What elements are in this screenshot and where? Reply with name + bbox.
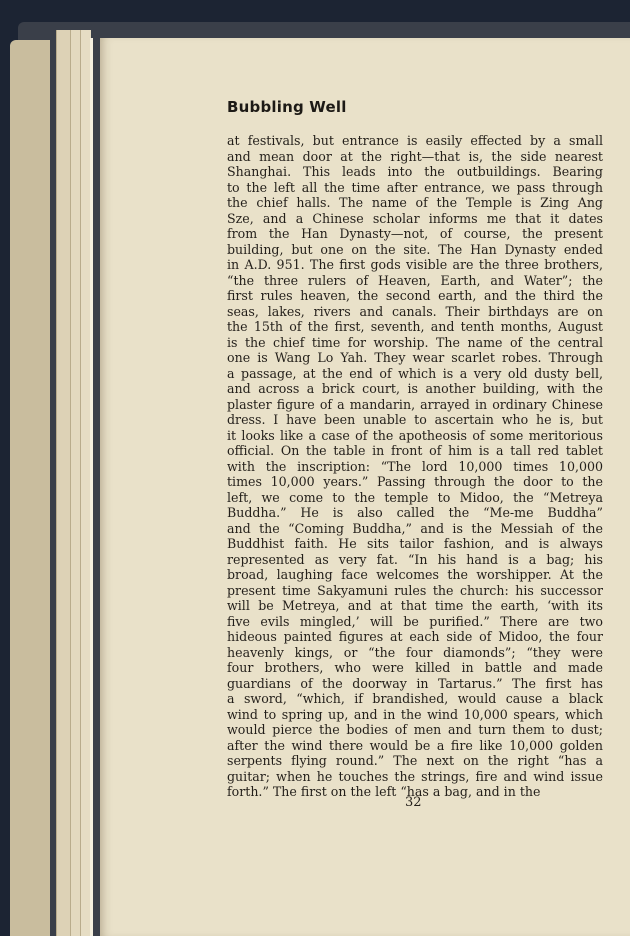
text-line: with the inscription: “The lord 10,000 times 10,000 bbox=[227, 458, 603, 474]
text-line: seas, lakes, rivers and canals. Their birthdays are on bbox=[227, 303, 603, 319]
text-line: four brothers, who were killed in battle and made bbox=[227, 660, 603, 675]
text-line: is the chief time for worship. The name of the central bbox=[227, 334, 603, 350]
text-line: will be Metreya, and at that time the earth, ‘with its bbox=[227, 598, 603, 613]
book-spine-edge bbox=[10, 40, 50, 936]
text-line: and the “Coming Buddha,” and is the Messiah of the bbox=[227, 520, 603, 536]
text-line: the 15th of the first, seventh, and tenth months, August bbox=[227, 319, 603, 334]
text-line: broad, laughing face welcomes the worshipper. At the bbox=[227, 567, 603, 582]
text-line: five evils mingled,’ will be purified.” There are two bbox=[227, 613, 603, 629]
page-edges-stack bbox=[56, 30, 71, 936]
text-line: represented as very fat. “In his hand is a bag; his bbox=[227, 551, 603, 567]
text-line: to the left all the time after entrance, we pass through bbox=[227, 179, 603, 195]
text-line: official. On the table in front of him is a tall red tablet bbox=[227, 443, 603, 458]
text-line: after the wind there would be a fire like 10,000 golden bbox=[227, 737, 603, 753]
text-line: it looks like a case of the apotheosis of some meritorious bbox=[227, 427, 603, 443]
running-head: Bubbling Well bbox=[227, 98, 347, 116]
text-line: Shanghai. This leads into the outbuildings. Bearing bbox=[227, 164, 603, 179]
text-line: wind to spring up, and in the wind 10,000 spears, which bbox=[227, 706, 603, 722]
text-line: guardians of the doorway in Tartarus.” The first has bbox=[227, 675, 603, 691]
body-text bbox=[227, 133, 603, 800]
text-line: times 10,000 years.” Passing through the door to the bbox=[227, 474, 603, 489]
text-line: plaster figure of a mandarin, arrayed in ordinary Chinese bbox=[227, 396, 603, 412]
text-line: a sword, “which, if brandished, would cause a black bbox=[227, 691, 603, 706]
text-line: first rules heaven, the second earth, and the third the bbox=[227, 288, 603, 303]
text-line: from the Han Dynasty—not, of course, the present bbox=[227, 226, 603, 241]
text-line: serpents flying round.” The next on the right “has a bbox=[227, 753, 603, 768]
text-line: left, we come to the temple to Midoo, the “Metreya bbox=[227, 489, 603, 505]
text-line: “the three rulers of Heaven, Earth, and Water”; the bbox=[227, 272, 603, 288]
text-line: one is Wang Lo Yah. They wear scarlet robes. Through bbox=[227, 350, 603, 365]
text-line: Sze, and a Chinese scholar informs me that it dates bbox=[227, 210, 603, 226]
text-line: present time Sakyamuni rules the church: his successor bbox=[227, 582, 603, 598]
text-line: a passage, at the end of which is a very old dusty bell, bbox=[227, 365, 603, 381]
text-line: hideous painted figures at each side of Midoo, the four bbox=[227, 629, 603, 644]
text-line: Buddha.” He is also called the “Me-me Buddha” bbox=[227, 505, 603, 520]
page-number: 32 bbox=[405, 795, 422, 810]
text-line: dress. I have been unable to ascertain who he is, but bbox=[227, 412, 603, 427]
text-line: would pierce the bodies of men and turn them to dust; bbox=[227, 722, 603, 737]
text-line: in A.D. 951. The first gods visible are the three brothers, bbox=[227, 257, 603, 272]
text-line: heavenly kings, or “the four diamonds”; “they were bbox=[227, 644, 603, 660]
text-line: forth.” The first on the left “has a bag, and in the bbox=[227, 784, 541, 799]
text-line: and across a brick court, is another building, with the bbox=[227, 381, 603, 396]
text-line: building, but one on the site. The Han Dynasty ended bbox=[227, 241, 603, 257]
page-gutter bbox=[90, 38, 93, 936]
text-line: and mean door at the right—that is, the side nearest bbox=[227, 148, 603, 164]
text-line: Buddhist faith. He sits tailor fashion, and is always bbox=[227, 536, 603, 551]
text-line: guitar; when he touches the strings, fire and wind issue bbox=[227, 768, 603, 784]
text-line: at festivals, but entrance is easily effected by a small bbox=[227, 133, 603, 148]
text-line: the chief halls. The name of the Temple is Zing Ang bbox=[227, 195, 603, 210]
